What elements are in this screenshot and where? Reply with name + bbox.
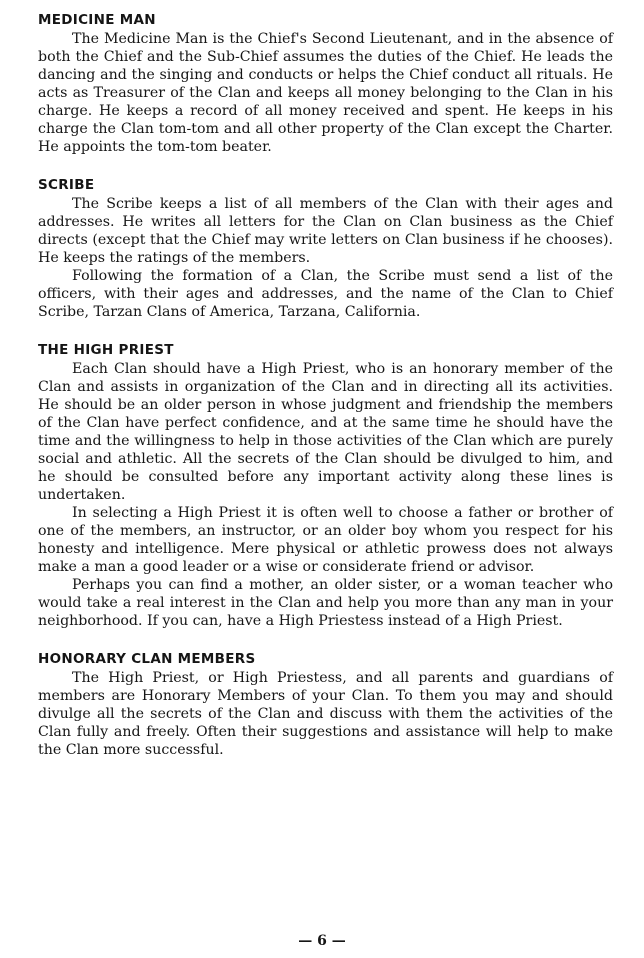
section-high-priest [38,338,613,630]
section-medicine-man [38,8,613,156]
section-heading: THE HIGH PRIEST [38,342,174,358]
paragraph: Following the formation of a Clan, the Scribe must send a list of the officers, with their ages and addresses, and the name of the Clan to Chief Scribe, Tarzan Clans of America, Tarzana, California. [38,268,613,320]
section-heading: SCRIBE [38,177,95,193]
paragraph: Perhaps you can find a mother, an older sister, or a woman teacher who would take a real interest in the Clan and help you more than any man in your neighborhood. If you can, have a High Priestess instead of a High Priest. [38,577,613,629]
section-scribe [38,173,613,321]
paragraph: The High Priest, or High Priestess, and all parents and guardians of members are Honorary Members of your Clan. To them you may and should divulge all the secrets of the Clan and discuss with them the activities of the Clan fully and freely. Often their suggestions and assistance will help to make the Clan more successful. [38,670,613,758]
section-heading: MEDICINE MAN [38,12,156,28]
page-number: — 6 — [298,933,346,949]
document-page [38,8,613,759]
paragraph: The Scribe keeps a list of all members of the Clan with their ages and addresses. He writes all letters for the Clan on Clan business as the Chief directs (except that the Chief may write letters on Clan business if he chooses). He keeps the ratings of the members. [38,196,613,266]
paragraph: In selecting a High Priest it is often well to choose a father or brother of one of the members, an instructor, or an older boy whom you respect for his honesty and intelligence. Mere physical or athletic prowess does not always make a man a good leader or a wise or considerate friend or advisor. [38,505,613,575]
section-honorary-clan-members [38,647,613,759]
section-heading: HONORARY CLAN MEMBERS [38,651,256,667]
paragraph: Each Clan should have a High Priest, who is an honorary member of the Clan and assists in organization of the Clan and in directing all its activities. He should be an older person in whose judgment and friendship the members of the Clan have perfect confidence, and at the same time he should have the time and the willingness to help in those activities of the Clan which are purely social and athletic. All the secrets of the Clan should be divulged to him, and he should be consulted before any important activity along these lines is undertaken. [38,361,613,503]
paragraph: The Medicine Man is the Chief's Second Lieutenant, and in the absence of both the Chief and the Sub-Chief assumes the duties of the Chief. He leads the dancing and the singing and conducts or helps the Chief conduct all rituals. He acts as Treasurer of the Clan and keeps all money belonging to the Clan in his charge. He keeps a record of all money received and spent. He keeps in his charge the Clan tom-tom and all other property of the Clan except the Charter. He appoints the tom-tom beater. [38,31,613,155]
